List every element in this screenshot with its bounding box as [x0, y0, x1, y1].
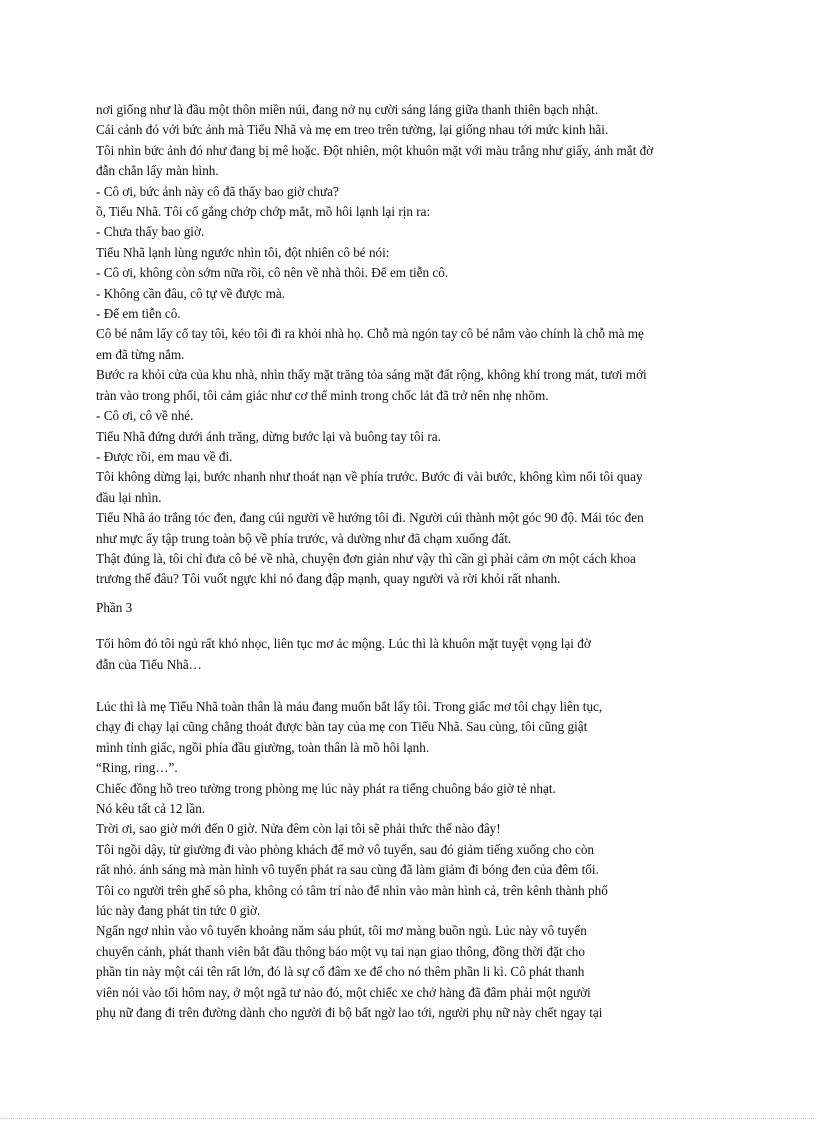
text-line: đẫn chắn lấy màn hình. — [96, 163, 219, 179]
text-line: - Cô ơi, không còn sớm nữa rồi, cô nên về nhà thôi. Để em tiễn cô. — [96, 265, 449, 281]
text-line: đầu lại nhìn. — [96, 489, 162, 505]
text-line: “Ring, ring…”. — [96, 760, 178, 776]
text-line: - Chưa thấy bao giờ. — [96, 224, 205, 240]
text-line: nơi giống như là đầu một thôn miền núi, đang nở nụ cười sáng láng giữa thanh thiên bạch nhật. — [96, 102, 599, 117]
text-line: Tối hôm đó tôi ngủ rất khó nhọc, liên tục mơ ác mộng. Lúc thì là khuôn mặt tuyệt vọng lại đờ — [96, 636, 591, 652]
text-line: Bước ra khỏi cửa của khu nhà, nhìn thấy mặt trăng tỏa sáng mặt đất rộng, không khí trong mát, tươi mới — [96, 367, 647, 383]
text-line: phần tin này một cái tên rất lớn, đó là sự cố đâm xe để cho nó thêm phần li kì. Cô phát thanh — [96, 964, 585, 980]
text-line: - Để em tiễn cô. — [96, 306, 181, 322]
text-line: Lúc thì là mẹ Tiểu Nhã toàn thân là máu đang muốn bắt lấy tôi. Trong giấc mơ tôi chạy liên tục, — [96, 698, 603, 714]
text-line: Cái cảnh đó với bức ảnh mà Tiểu Nhã và mẹ em treo trên tường, lại giống nhau tới mức kinh hãi. — [96, 122, 609, 138]
text-line: Ngẩn ngơ nhìn vào vô tuyến khoảng năm sáu phút, tôi mơ màng buồn ngủ. Lúc này vô tuyến — [96, 923, 587, 939]
text-line: Tôi ngồi dậy, từ giường đi vào phòng khách để mở vô tuyến, sau đó giảm tiếng xuống cho còn — [96, 841, 595, 857]
page-bottom-divider — [0, 1118, 816, 1119]
text-line: - Cô ơi, cô về nhé. — [96, 408, 194, 424]
document-page — [96, 100, 726, 1023]
text-line: - Cô ơi, bức ảnh này cô đã thấy bao giờ chưa? — [96, 183, 339, 199]
text-line: Tôi co người trên ghế sô pha, không có tâm trí nào để nhìn vào màn hình cả, trên kênh thành phố — [96, 882, 608, 898]
text-line: Tôi không dừng lại, bước nhanh như thoát nạn về phía trước. Bước đi vài bước, không kìm nổi tôi quay — [96, 469, 643, 485]
text-line: mình tỉnh giấc, ngồi phía đầu giường, toàn thân là mồ hôi lạnh. — [96, 739, 430, 755]
text-line: đẫn của Tiểu Nhã… — [96, 656, 202, 672]
text-line: Tiểu Nhã đứng dưới ánh trăng, dừng bước lại và buông tay tôi ra. — [96, 428, 441, 444]
text-line: trương thế đâu? Tôi vuốt ngực khi nó đang đập mạnh, quay người và rời khỏi rất nhanh. — [96, 571, 561, 587]
text-line: như mực ấy tập trung toàn bộ về phía trước, và dường như đã chạm xuống đất. — [96, 530, 512, 546]
text-line: ồ, Tiểu Nhã. Tôi cố gắng chớp chớp mắt, mồ hôi lạnh lại rịn ra: — [96, 204, 431, 220]
text-line: viên nói vào tối hôm nay, ở một ngã tư nào đó, một chiếc xe chở hàng đã đâm phải một người — [96, 984, 591, 1000]
text-line: Trời ơi, sao giờ mới đến 0 giờ. Nửa đêm còn lại tôi sẽ phải thức thế nào đây! — [96, 821, 501, 837]
text-line: Cô bé nắm lấy cổ tay tôi, kéo tôi đi ra khỏi nhà họ. Chỗ mà ngón tay cô bé nắm vào chính là chỗ mà mẹ — [96, 326, 644, 342]
text-line: chạy đi chạy lại cũng chẳng thoát được bàn tay của mẹ con Tiểu Nhã. Sau cùng, tôi cũng giật — [96, 719, 588, 735]
text-line: chuyển cảnh, phát thanh viên bắt đầu thông báo một vụ tai nạn giao thông, đồng thời đặt cho — [96, 943, 585, 959]
text-line: - Không cần đâu, cô tự về được mà. — [96, 285, 285, 301]
text-line: lúc này đang phát tin tức 0 giờ. — [96, 903, 261, 919]
text-line: Tôi nhìn bức ảnh đó như đang bị mê hoặc. Đột nhiên, một khuôn mặt với màu trắng như giấy, ánh mắt đờ — [96, 142, 654, 158]
text-line: Thật đúng là, tôi chỉ đưa cô bé về nhà, chuyện đơn giản như vậy thì cần gì phải cảm ơn một cách khoa — [96, 550, 636, 566]
text-line: Phần 3 — [96, 599, 133, 615]
text-line: rất nhỏ. ánh sáng mà màn hình vô tuyến phát ra sau cùng đã làm giảm đi bóng đen của đêm tối. — [96, 862, 599, 878]
text-line: em đã từng nắm. — [96, 346, 185, 362]
text-line: phụ nữ đang đi trên đường dành cho người đi bộ bất ngờ lao tới, người phụ nữ này chết ngay tại — [96, 1005, 603, 1021]
text-line: Tiểu Nhã áo trắng tóc đen, đang cúi người về hướng tôi đi. Người cúi thành một góc 90 độ. Mái tóc đen — [96, 510, 644, 526]
text-line: Tiểu Nhã lạnh lùng ngước nhìn tôi, đột nhiên cô bé nói: — [96, 244, 390, 260]
text-line: tràn vào trong phổi, tôi cảm giác như cơ thể mình trong chốc lát đã trở nên nhẹ nhõm. — [96, 387, 549, 403]
text-line: Nó kêu tất cả 12 lần. — [96, 801, 206, 816]
text-line: - Được rồi, em mau về đi. — [96, 448, 233, 464]
text-line: Chiếc đồng hồ treo tường trong phòng mẹ lúc này phát ra tiếng chuông báo giờ tẻ nhạt. — [96, 780, 556, 796]
